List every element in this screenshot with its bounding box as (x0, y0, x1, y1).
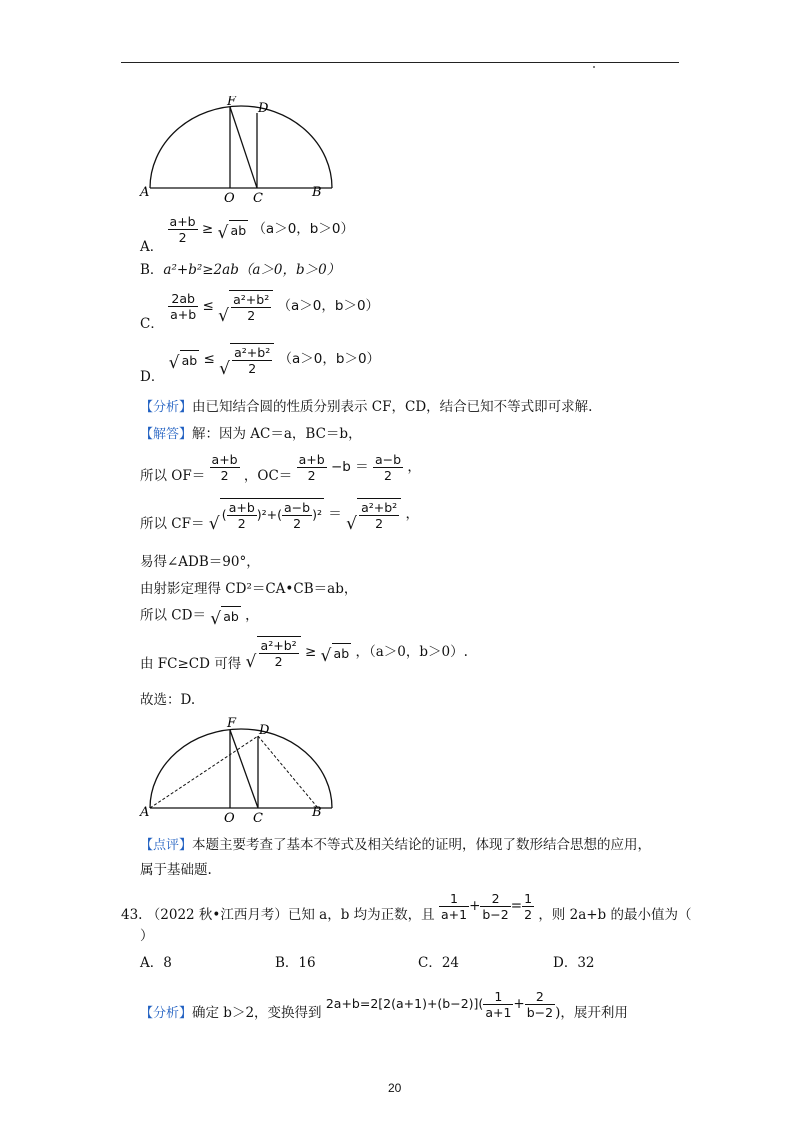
option-a: A． $\frac{a+b}{2}$ ≥ √ ab （a＞0，b＞0） (140, 214, 354, 245)
choice-d: D．32 (553, 955, 595, 971)
solution-line-1: 【解答】解：因为 AC＝a，BC＝b， (140, 426, 362, 442)
label-o-2: O (224, 811, 235, 826)
label-b: B (312, 185, 322, 200)
page-number: 20 (388, 1081, 402, 1095)
option-d: D． √ ab ≤ √ $\frac{\text{a²+b²}}{2}$ （a＞0，b＞0） (140, 343, 380, 376)
header-rule (121, 62, 679, 63)
label-c: C (253, 191, 263, 206)
semicircle-figure-1 (138, 96, 338, 206)
label-f-2: F (227, 716, 237, 731)
label-c-2: C (253, 811, 263, 826)
solution-adb: 易得∠ADB＝90°， (140, 554, 260, 570)
solution-of-oc: 所以 OF＝ $\frac{a+b}{2}$ ，OC＝ $\frac{a+b}{2}$ −b ＝ $\frac{a-b}{2}$ ， (140, 452, 421, 484)
label-d-2: D (259, 723, 270, 738)
label-d: D (258, 101, 269, 116)
solution-tag: 【解答】 (140, 427, 193, 442)
analysis-2-line: 【分析】确定 b＞2，变换得到 2a+b=2[2(a+1)+(b−2)]( $\frac{1}{a+1}$ + $\frac{2}{b-2}$ )，展开利用 (140, 989, 628, 1021)
analysis-line: 【分析】由已知结合圆的性质分别表示 CF，CD，结合已知不等式即可求解. (140, 399, 593, 415)
semicircle-figure-2 (138, 714, 338, 826)
choice-b: B．16 (275, 955, 316, 971)
question-43: 43. （2022 秋•江西月考）已知 a，b 均为正数，且 $\frac{1}{a+1}$ + $\frac{2}{b-2}$ = $\frac{1}{2}$ ，则 2a+b 的最小值为（ (121, 891, 692, 923)
choice-a: A．8 (140, 955, 172, 971)
option-c: C． $\frac{2ab}{a+b}$ ≤ √ $\frac{\text{a²+b²}}{2}$ （a＞0，b＞0） (140, 290, 379, 323)
label-a-2: A (140, 805, 150, 820)
solution-cd: 所以 CD＝ √ ab ， (140, 606, 259, 626)
header-dot (593, 66, 595, 68)
comment-tag: 【点评】 (140, 838, 193, 853)
comment-line-1: 【点评】本题主要考查了基本不等式及相关结论的证明，体现了数形结合思想的应用， (140, 837, 652, 853)
label-b-2: B (312, 805, 322, 820)
analysis-2-tag: 【分析】 (140, 1006, 193, 1021)
label-f: F (227, 96, 237, 109)
solution-fc: 由 FC≥CD 可得 √ $\frac{\text{a²+b²}}{2}$ ≥ √ ab ，（a＞0，b＞0）. (140, 636, 468, 669)
question-43-close: ） (140, 928, 154, 944)
solution-projection: 由射影定理得 CD²＝CA•CB＝ab， (140, 581, 358, 597)
option-b: B．a²+b²≥2ab（a＞0，b＞0） (140, 262, 341, 278)
label-a: A (140, 185, 150, 200)
comment-line-2: 属于基础题. (140, 862, 212, 878)
label-o: O (224, 191, 235, 206)
choice-c: C．24 (418, 955, 460, 971)
solution-cf: 所以 CF＝ √ ( $\frac{a+b}{2}$ )²+( $\frac{a-b}{2}$ )² ＝ √ $\frac{\text{a²+b²}}{2}$ ， (140, 498, 419, 531)
solution-choice: 故选：D. (140, 692, 196, 708)
analysis-tag: 【分析】 (140, 400, 193, 415)
